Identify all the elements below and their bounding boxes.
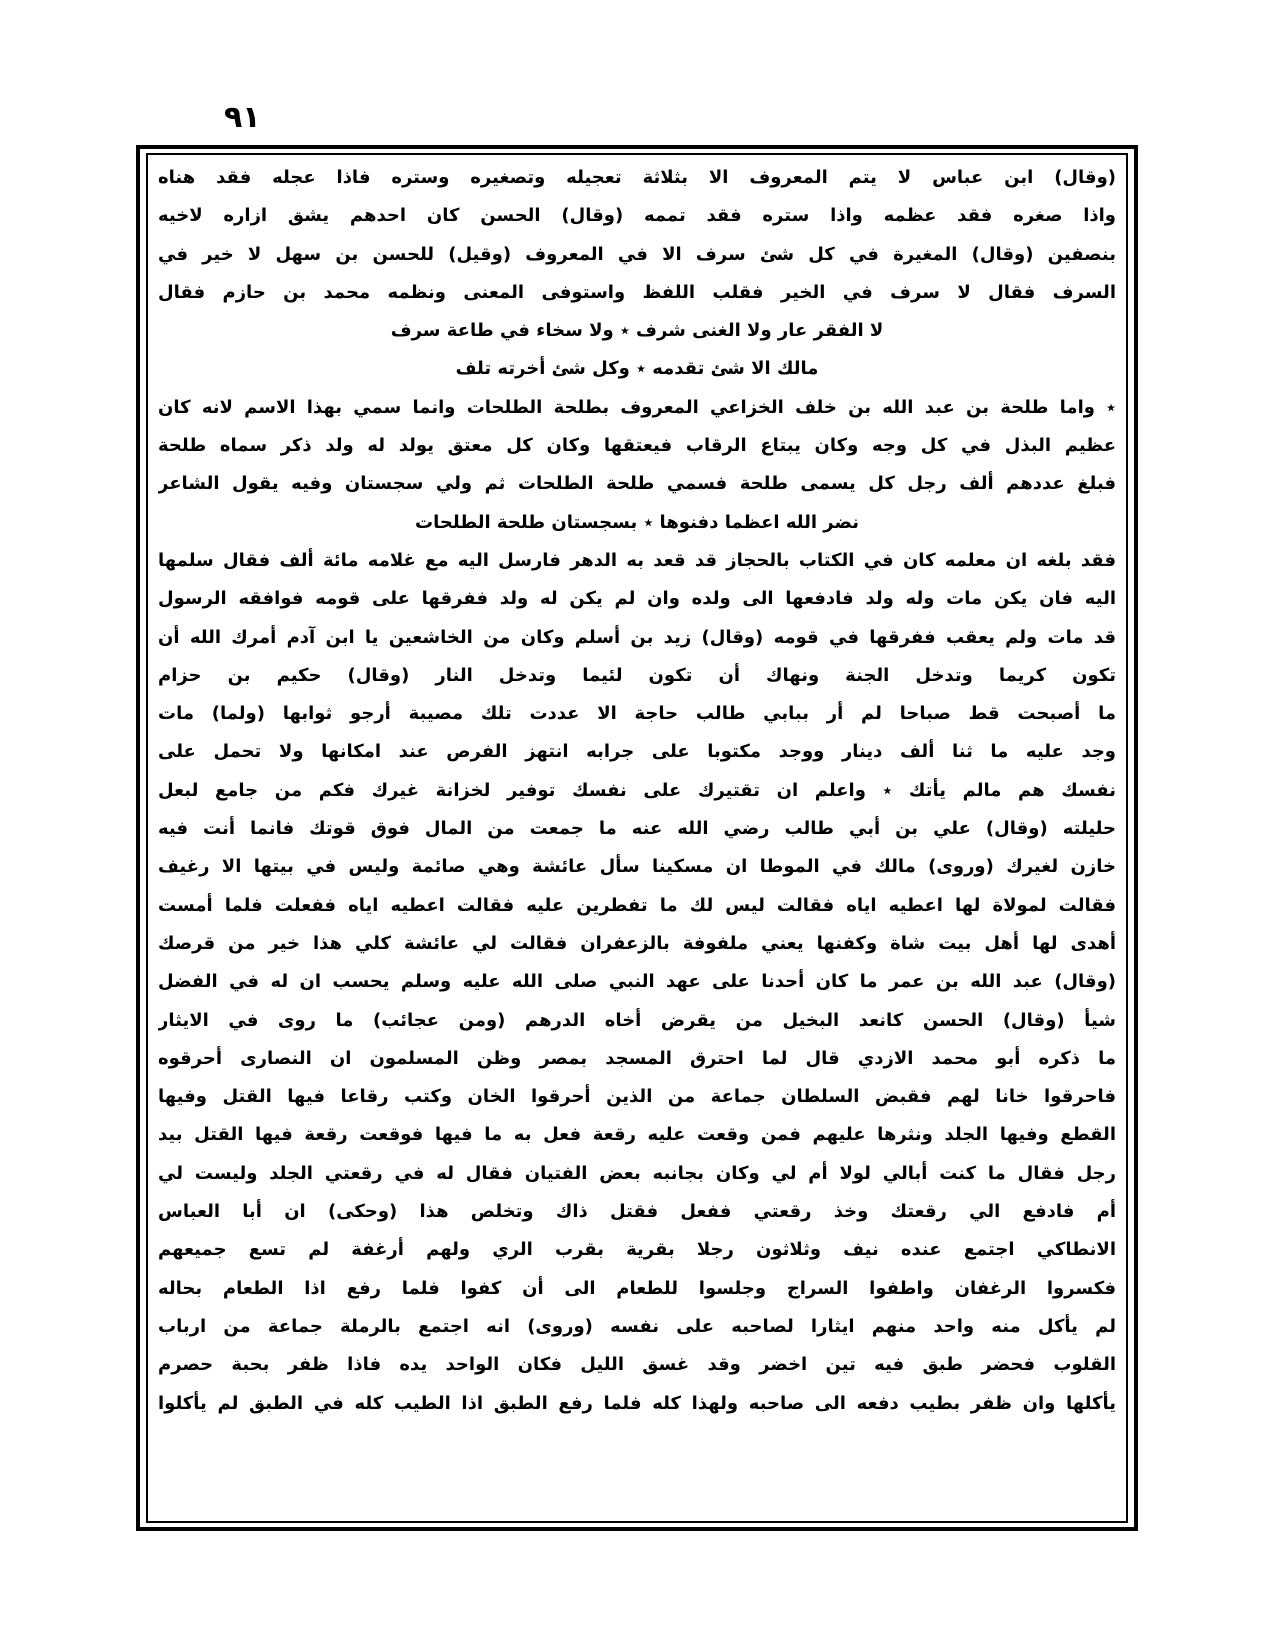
text-line: الانطاكي اجتمع عنده نيف وثلاثون رجلا بقرية بقرب الري ولهم أرغفة لم تسع جميعهم <box>158 1239 1116 1261</box>
verse-line: لا الفقر عار ولا الغنى شرف ٭ ولا سخاء في طاعة سرف <box>390 320 884 342</box>
text-line: فاحرقوا خانا لهم فقبض السلطان جماعة من الذين أحرقوا الخان وكتب رقاعا فيها القتل وفيها <box>158 1086 1116 1108</box>
text-line: السرف فقال لا سرف في الخير فقلب اللفظ واستوفى المعنى ونظمه محمد بن حازم فقال <box>158 281 1116 303</box>
verse-line: مالك الا شئ تقدمه ٭ وكل شئ أخرته تلف <box>455 358 819 380</box>
text-line: أم فادفع الي رقعتك وخذ رقعتي ففعل فقتل ذاك وتخلص هذا (وحكى) ان أبا العباس <box>158 1201 1116 1223</box>
text-line: وجد عليه ما ثنا ألف دينار ووجد مكتوبا على جرابه انتهز الفرص عند امكانها ولا تحمل على <box>158 741 1116 763</box>
text-line: بنصفين (وقال) المغيرة في كل شئ سرف الا في المعروف (وقيل) للحسن بن سهل لا خير في <box>158 243 1116 265</box>
text-line: ما أصبحت قط صباحا لم أر ببابي طالب حاجة الا عددت تلك مصيبة أرجو ثوابها (ولما) مات <box>158 703 1116 725</box>
arabic-text-body <box>158 159 1116 1423</box>
text-line: خازن لغيرك (وروى) مالك في الموطا ان مسكينا سأل عائشة وهي صائمة وليس في بيتها الا رغيف <box>158 856 1116 878</box>
text-line: (وقال) عبد الله بن عمر ما كان أحدنا على عهد النبي صلى الله عليه وسلم يحسب ان له في الفضل <box>158 971 1116 993</box>
text-line: ٭ واما طلحة بن عبد الله بن خلف الخزاعي المعروف بطلحة الطلحات وانما سمي بهذا الاسم لانه كان <box>158 396 1116 418</box>
verse-line: نضر الله اعظما دفنوها ٭ بسجستان طلحة الطلحات <box>415 511 859 533</box>
inner-border-frame <box>146 153 1128 1523</box>
text-line: فبلغ عددهم ألف رجل كل يسمى طلحة فسمي طلحة الطلحات ثم ولي سجستان وفيه يقول الشاعر <box>158 473 1116 495</box>
text-line: عظيم البذل في كل وجه وكان يبتاع الرقاب فيعتقها وكان كل معتق يولد له ولد ذكر سماه طلحة <box>158 435 1116 457</box>
text-line: أهدى لها أهل بيت شاة وكفنها يعني ملفوفة بالزعفران فقالت لي عائشة كلي هذا خير من قرصك <box>158 932 1116 954</box>
text-line: شيأ (وقال) الحسن كانعد البخيل من يقرض أخاه الدرهم (ومن عجائب) ما روى في الايثار <box>158 1009 1116 1031</box>
text-line: رجل فقال ما كنت أبالي لولا أم لي وكان بجانبه بعض الفتيان فقال له في رقعتي الجلد وليست لي <box>158 1162 1116 1184</box>
text-line: اليه فان يكن مات وله ولد فادفعها الى ولده وان لم يكن له ولد ففرقها على قومه فوافقه الرسول <box>158 588 1116 610</box>
text-line: (وقال) ابن عباس لا يتم المعروف الا بثلاثة تعجيله وتصغيره وستره فاذا عجله فقد هناه <box>158 167 1116 188</box>
text-line: واذا صغره فقد عظمه واذا ستره فقد تممه (وقال) الحسن كان احدهم يشق ازاره لاخيه <box>158 205 1116 227</box>
text-line: فكسروا الرغفان واطفوا السراج وجلسوا للطعام الى أن كفوا فلما رفع اذا الطعام بحاله <box>158 1277 1116 1299</box>
text-line: فقد بلغه ان معلمه كان في الكتاب بالحجاز قد قعد به الدهر فارسل اليه مع غلامه مائة ألف فقال سلمها <box>158 549 1116 571</box>
text-line: يأكلها وان ظفر بطيب دفعه الى صاحبه ولهذا كله فلما رفع الطبق اذا الطيب كله في الطبق لم يأكلوا <box>158 1392 1116 1414</box>
text-line: لم يأكل منه واحد منهم ايثارا لصاحبه على نفسه (وروى) انه اجتمع بالرملة جماعة من ارباب <box>158 1315 1116 1337</box>
page-number: ٩١ <box>224 100 261 135</box>
text-line: تكون كريما وتدخل الجنة ونهاك أن تكون لئيما وتدخل النار (وقال) حكيم بن حزام <box>158 664 1116 686</box>
text-line: ما ذكره أبو محمد الازدي قال لما احترق المسجد بمصر وظن المسلمون ان النصارى أحرقوه <box>158 1047 1116 1069</box>
text-line: حليلته (وقال) علي بن أبي طالب رضي الله عنه ما جمعت من المال فوق قوتك فانما أنت فيه <box>158 818 1116 840</box>
text-line: قد مات ولم يعقب ففرقها في قومه (وقال) زيد بن أسلم وكان من الخاشعين يا ابن آدم أمرك الله أن <box>158 626 1116 648</box>
text-line: فقالت لمولاة لها اعطيه اياه فقالت ليس لك ما تفطرين عليه فقالت اعطيه اياه ففعلت فلما أمست <box>158 894 1116 916</box>
text-line: القلوب فحضر طبق فيه تين اخضر وقد غسق الليل فكان الواحد يده فاذا ظفر بحبة حصرم <box>158 1354 1116 1376</box>
text-line: نفسك هم مالم يأتك ٭ واعلم ان تقتيرك على نفسك توفير لخزانة غيرك فكم من جامع لبعل <box>158 779 1116 801</box>
text-line: القطع وفيها الجلد ونثرها عليهم فمن وقعت عليه رقعة فعل به ما فيها فوقعت رقعة فيها القتل بيد <box>158 1124 1116 1146</box>
